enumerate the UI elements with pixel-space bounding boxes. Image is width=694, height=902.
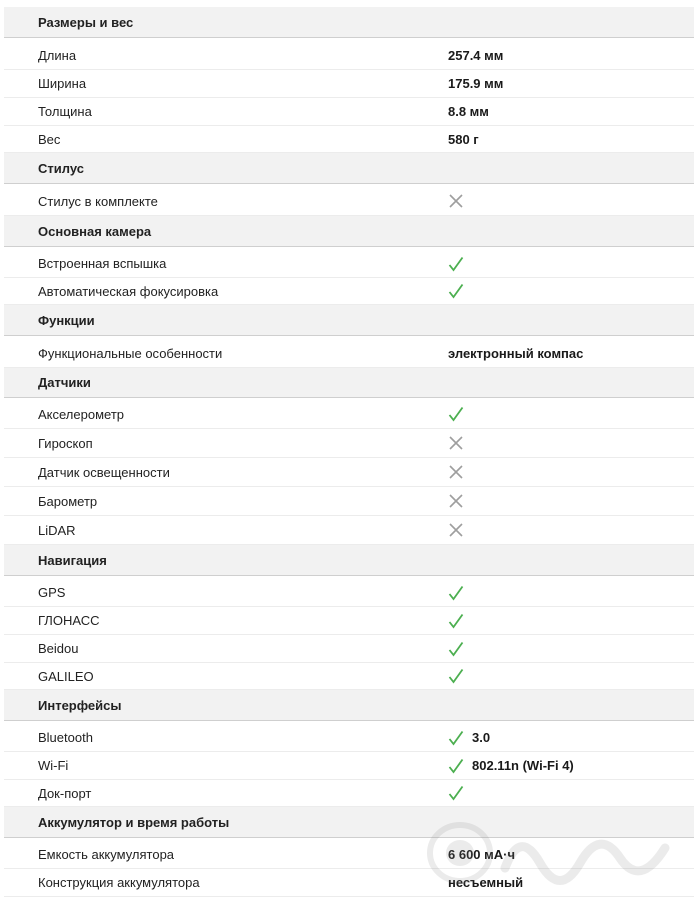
spec-row	[4, 70, 694, 98]
spec-row	[4, 487, 694, 516]
spec-label: GPS	[38, 585, 66, 600]
check-icon	[448, 641, 464, 657]
spec-label: Конструкция аккумулятора	[38, 875, 200, 890]
section-title: Аккумулятор и время работы	[38, 814, 230, 830]
spec-value: несъемный	[448, 875, 524, 890]
spec-row	[4, 752, 694, 780]
cross-icon	[448, 464, 464, 480]
section-title: Основная камера	[38, 223, 152, 239]
spec-label: Длина	[38, 48, 77, 63]
spec-row	[4, 869, 694, 897]
section-title: Датчики	[38, 375, 91, 390]
spec-label: Акселерометр	[38, 406, 124, 422]
section-header-navigation	[4, 545, 694, 576]
spec-label: Ширина	[38, 76, 87, 91]
spec-row	[4, 458, 694, 487]
spec-label: Bluetooth	[38, 730, 93, 745]
section-title: Размеры и вес	[38, 14, 134, 30]
spec-row	[4, 42, 694, 70]
section-title: Навигация	[38, 552, 107, 568]
spec-value: 6 600 мА·ч	[448, 847, 516, 862]
check-icon	[448, 256, 464, 272]
spec-row	[4, 278, 694, 305]
spec-label: Beidou	[38, 641, 79, 656]
spec-value: 257.4 мм	[448, 48, 504, 63]
spec-label: Емкость аккумулятора	[38, 847, 175, 862]
section-header-sensors	[4, 368, 694, 398]
section-title: Стилус	[38, 160, 84, 176]
spec-label: Датчик освещенности	[38, 464, 170, 480]
spec-value: 3.0	[472, 730, 491, 745]
spec-row	[4, 579, 694, 607]
spec-row	[4, 663, 694, 690]
spec-row	[4, 429, 694, 458]
spec-value: 802.11n (Wi-Fi 4)	[472, 758, 574, 773]
spec-label: LiDAR	[38, 522, 76, 538]
check-icon	[448, 758, 464, 774]
section-header-interfaces	[4, 690, 694, 721]
check-icon	[448, 785, 464, 801]
spec-label: Толщина	[38, 104, 92, 119]
spec-row	[4, 98, 694, 126]
spec-row	[4, 607, 694, 635]
spec-label: Встроенная вспышка	[38, 256, 167, 271]
section-title: Функции	[38, 312, 95, 328]
spec-row	[4, 724, 694, 752]
spec-value: 175.9 мм	[448, 76, 504, 91]
check-icon	[448, 406, 464, 422]
spec-row	[4, 250, 694, 278]
section-header-main-camera	[4, 216, 694, 247]
spec-label: Док-порт	[38, 785, 92, 801]
spec-label: Функциональные особенности	[38, 345, 223, 361]
spec-row	[4, 841, 694, 869]
spec-value: 8.8 мм	[448, 104, 489, 119]
spec-label: Барометр	[38, 493, 98, 509]
section-title: Интерфейсы	[38, 697, 122, 713]
cross-icon	[448, 493, 464, 509]
spec-row	[4, 126, 694, 153]
spec-row	[4, 635, 694, 663]
spec-row	[4, 516, 694, 545]
spec-value: 580 г	[448, 131, 479, 147]
spec-label: Стилус в комплекте	[38, 193, 158, 209]
spec-value: электронный компас	[448, 345, 584, 361]
spec-label: Гироскоп	[38, 435, 93, 451]
section-header-battery	[4, 807, 694, 838]
check-icon	[448, 613, 464, 629]
spec-row	[4, 339, 694, 368]
spec-label: Автоматическая фокусировка	[38, 283, 219, 299]
spec-row	[4, 780, 694, 807]
section-header-stylus	[4, 153, 694, 184]
check-icon	[448, 730, 464, 746]
cross-icon	[448, 193, 464, 209]
section-header-dimensions	[4, 7, 694, 38]
check-icon	[448, 585, 464, 601]
spec-row	[4, 400, 694, 429]
spec-label: ГЛОНАСС	[38, 613, 100, 628]
spec-row	[4, 187, 694, 216]
cross-icon	[448, 522, 464, 538]
check-icon	[448, 668, 464, 684]
spec-label: GALILEO	[38, 668, 94, 684]
section-header-functions	[4, 305, 694, 336]
check-icon	[448, 283, 464, 299]
cross-icon	[448, 435, 464, 451]
spec-label: Wi-Fi	[38, 758, 69, 773]
spec-label: Вес	[38, 131, 61, 147]
